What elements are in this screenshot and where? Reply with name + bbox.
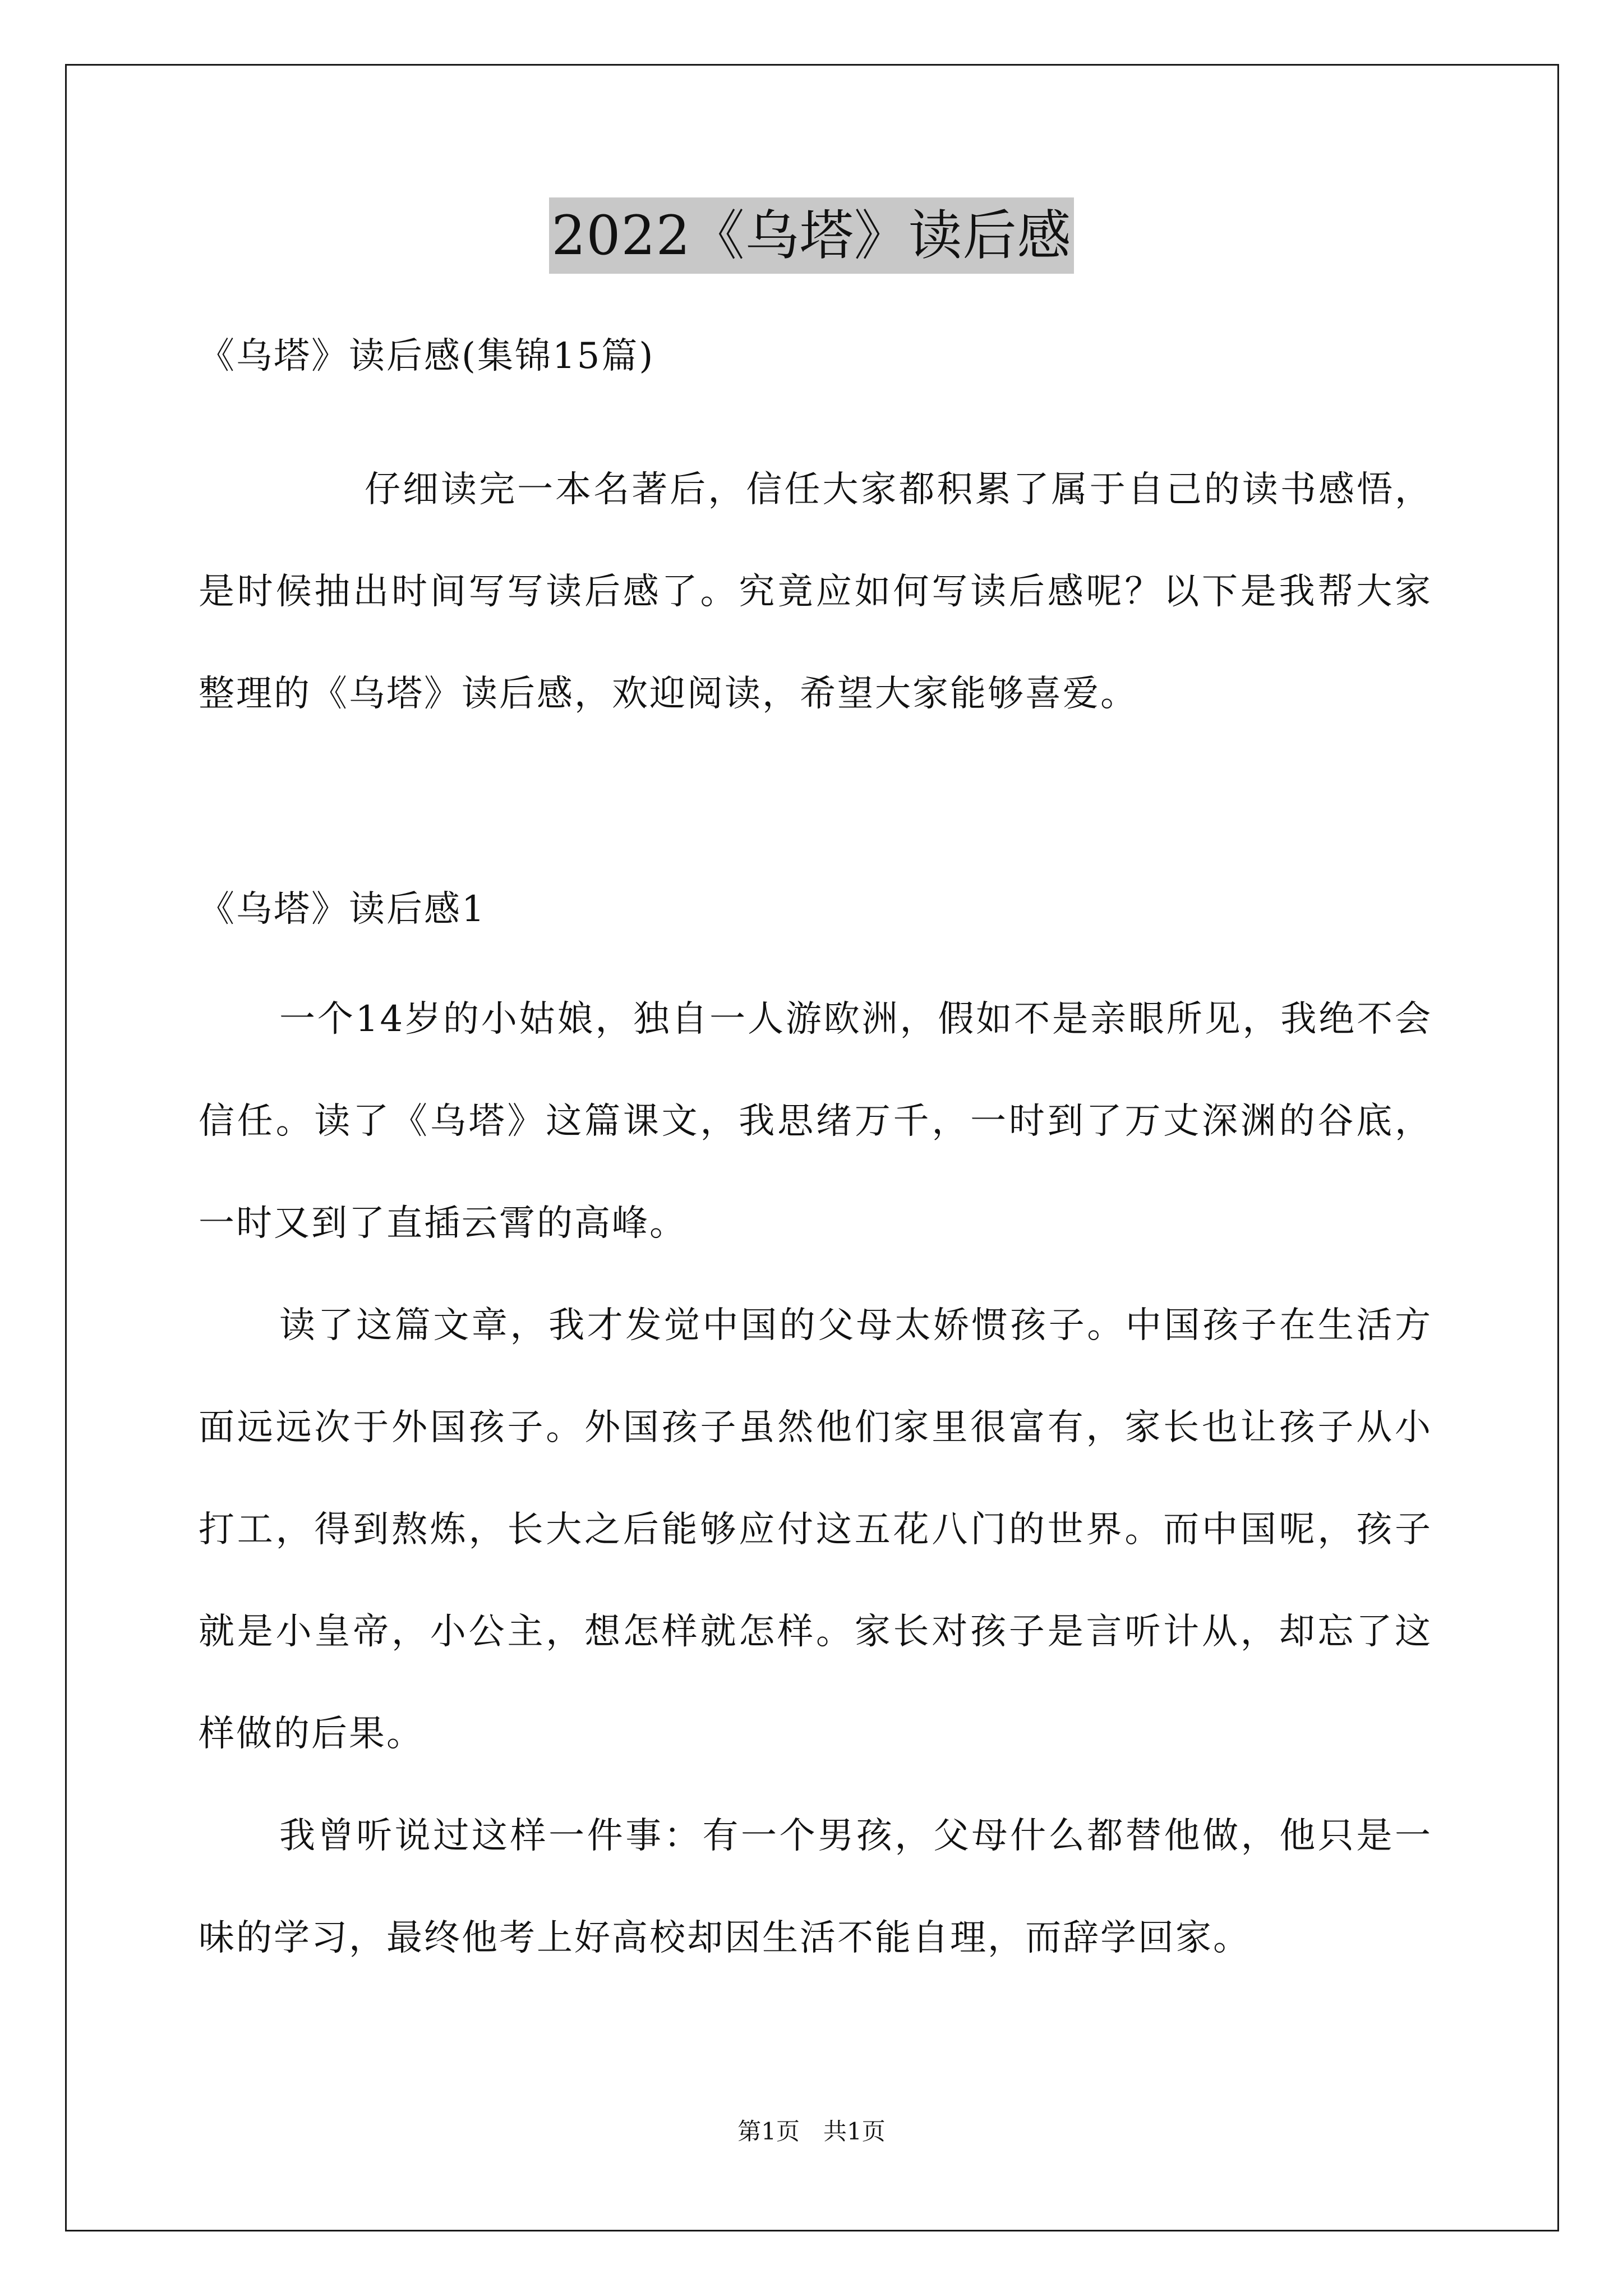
body-paragraph-2: 读了这篇文章，我才发觉中国的父母太娇惯孩子。中国孩子在生活方面远远次于外国孩子。外国孩子虽然他们家里很富有，家长也让孩子从小打工，得到熬炼，长大之后能够应付这五花八门的世界。而中国呢，孩子就是小皇帝，小公主，想怎样就怎样。家长对孩子是言听计从，却忘了这样做的后果。 bbox=[199, 1305, 1432, 1755]
section-heading: 《乌塔》读后感1 bbox=[199, 889, 486, 930]
body-paragraph-1: 一个14岁的小姑娘，独自一人游欧洲，假如不是亲眼所见，我绝不会信任。读了《乌塔》这篇课文，我思绪万千，一时到了万丈深渊的谷底，一时又到了直插云霄的高峰。 bbox=[199, 999, 1432, 1244]
body-paragraph-3: 我曾听说过这样一件事：有一个男孩，父母什么都替他做，他只是一味的学习，最终他考上好高校却因生活不能自理，而辞学回家。 bbox=[199, 1815, 1432, 1959]
title-container bbox=[0, 197, 1623, 274]
intro-paragraph: 仔细读完一本名著后，信任大家都积累了属于自己的读书感悟，是时候抽出时间写写读后感了。究竟应如何写读后感呢？以下是我帮大家整理的《乌塔》读后感，欢迎阅读，希望大家能够喜爱。 bbox=[199, 469, 1432, 715]
document-subtitle: 《乌塔》读后感(集锦15篇) bbox=[199, 335, 655, 377]
document-title: 2022《乌塔》读后感 bbox=[549, 197, 1073, 274]
page-footer: 第1页 共1页 bbox=[737, 2118, 886, 2145]
